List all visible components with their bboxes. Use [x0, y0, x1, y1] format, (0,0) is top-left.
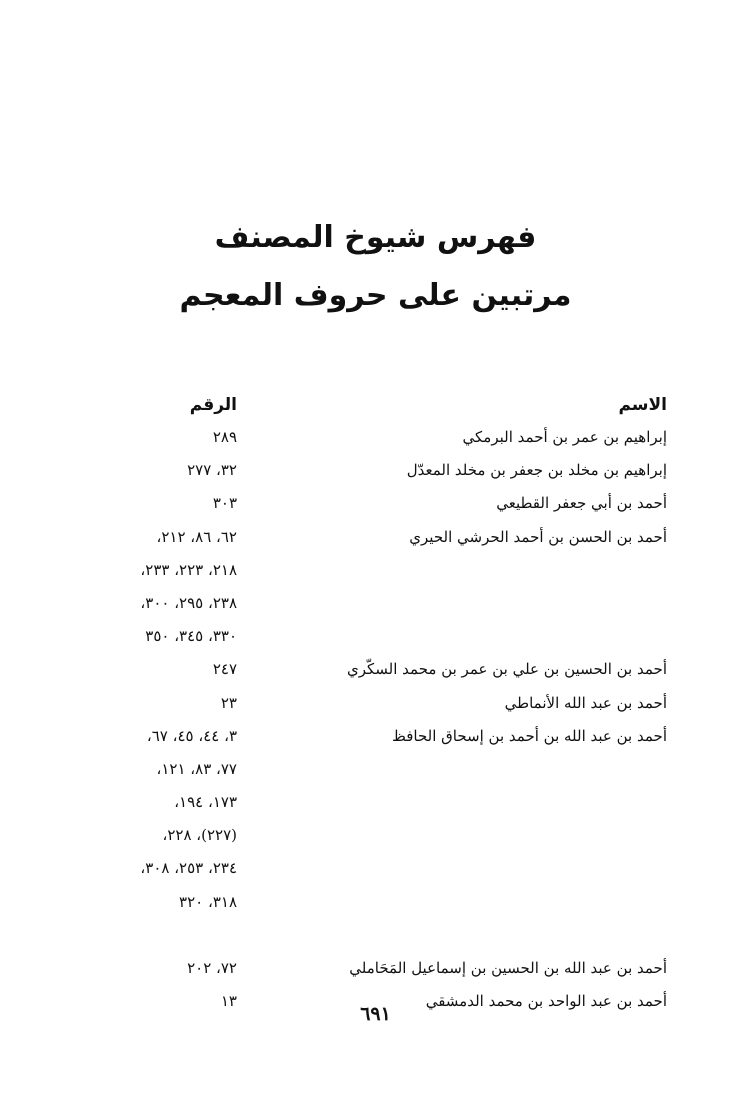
- entry-numbers: ٢١٨، ٢٢٣، ٢٣٣،: [140, 560, 237, 579]
- entry-numbers: ١٧٣، ١٩٤،: [174, 793, 237, 812]
- list-item: [0, 620, 751, 653]
- entry-numbers: ٧٧، ٨٣، ١٢١،: [156, 759, 237, 778]
- index-list: [0, 421, 751, 1018]
- list-item: [0, 687, 751, 720]
- list-item: [0, 521, 751, 554]
- entry-numbers: ٦٢، ٨٦، ٢١٢،: [156, 527, 237, 546]
- entry-numbers: ٣، ٤٤، ٤٥، ٦٧،: [146, 726, 237, 745]
- entry-name: أحمد بن عبد الله بن أحمد بن إسحاق الحافظ: [391, 726, 667, 745]
- list-item: [0, 587, 751, 620]
- entry-numbers: ٣٢، ٢٧٧: [187, 461, 237, 480]
- entry-name: أحمد بن الحسن بن أحمد الحرشي الحيري: [409, 527, 667, 546]
- list-item: [0, 886, 751, 919]
- column-header-name: الاسم: [618, 395, 667, 415]
- page-subtitle: مرتبين على حروف المعجم: [179, 278, 572, 313]
- entry-numbers: ٣١٨، ٣٢٠: [179, 892, 237, 911]
- list-item: [0, 487, 751, 520]
- list-item: [0, 653, 751, 686]
- list-item: [0, 919, 751, 952]
- entry-numbers: ٣٠٣: [212, 494, 237, 513]
- entry-numbers: ٢٣٨، ٢٩٥، ٣٠٠،: [140, 593, 237, 612]
- entry-numbers: ٢٣٤، ٢٥٣، ٣٠٨،: [140, 859, 237, 878]
- entry-numbers: ١٣: [220, 992, 237, 1011]
- list-item: [0, 720, 751, 753]
- list-item: [0, 753, 751, 786]
- list-item: [0, 819, 751, 852]
- column-header-number: الرقم: [189, 395, 237, 415]
- entry-name: أحمد بن الحسين بن علي بن عمر بن محمد السكّري: [346, 660, 667, 679]
- list-item: [0, 786, 751, 819]
- entry-name: أحمد بن أبي جعفر القطيعي: [496, 494, 667, 513]
- entry-numbers: ٣٣٠، ٣٤٥، ٣٥٠: [145, 627, 237, 646]
- page-title: فهرس شيوخ المصنف: [214, 220, 537, 255]
- page-number: ٦٩١: [360, 1003, 391, 1025]
- entry-numbers: ٢٤٧: [212, 660, 237, 679]
- list-item: [0, 454, 751, 487]
- list-item: [0, 421, 751, 454]
- entry-name: إبراهيم بن مخلد بن جعفر بن مخلد المعدّل: [406, 461, 667, 480]
- entry-numbers: (٢٢٧)، ٢٢٨،: [162, 826, 237, 845]
- entry-numbers: ٧٢، ٢٠٢: [187, 959, 237, 977]
- entry-numbers: ٢٨٩: [212, 428, 237, 446]
- entry-numbers: ٢٣: [220, 693, 237, 712]
- entry-name: أحمد بن عبد الله الأنماطي: [504, 693, 667, 712]
- entry-name: أحمد بن عبد الله بن الحسين بن إسماعيل المَحَاملي: [349, 959, 667, 977]
- list-item: [0, 554, 751, 587]
- list-item: [0, 952, 751, 985]
- list-item: [0, 852, 751, 885]
- entry-name: إبراهيم بن عمر بن أحمد البرمكي: [462, 428, 667, 446]
- entry-name: أحمد بن عبد الواحد بن محمد الدمشقي: [425, 992, 667, 1011]
